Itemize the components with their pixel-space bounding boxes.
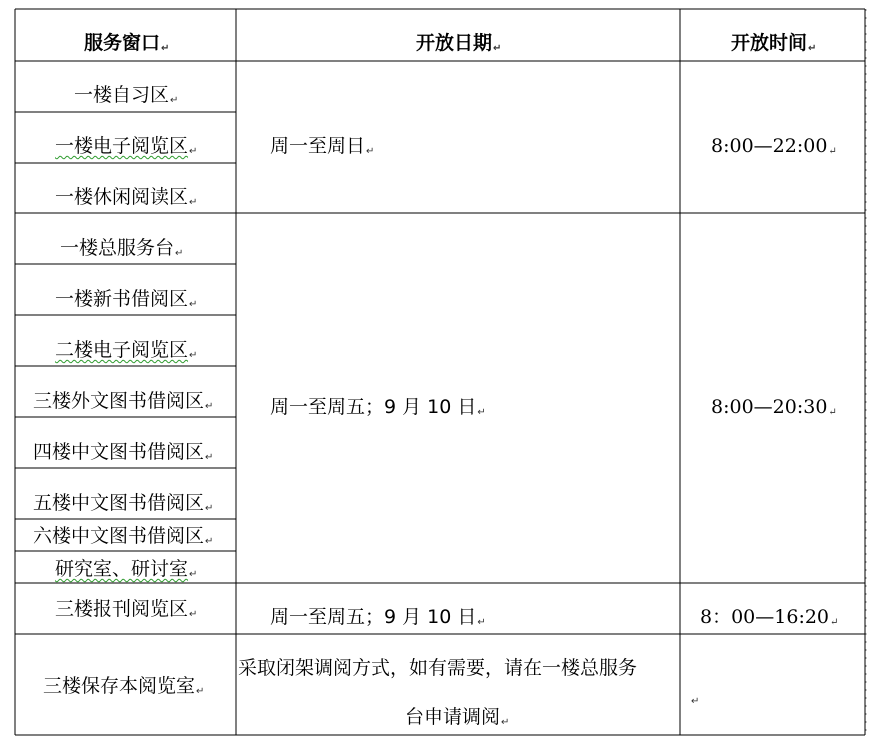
hours-label: 8:00—22:00 — [711, 135, 828, 157]
paragraph-mark: ↵ — [205, 503, 214, 514]
paragraph-mark: ↵ — [205, 536, 214, 547]
paragraph-mark: ↵ — [493, 43, 502, 54]
paragraph-mark: ↵ — [828, 146, 837, 157]
window-cell — [55, 557, 197, 587]
window-label: 三楼报刊阅览区 — [55, 598, 189, 620]
paragraph-mark: ↵ — [175, 248, 184, 259]
paragraph-mark: ↵ — [189, 146, 198, 157]
hours-cell — [711, 134, 837, 164]
window-cell — [55, 597, 197, 627]
window-cell — [60, 236, 183, 266]
dates-label: 周一至周五；9 月 10 日 — [270, 396, 477, 418]
dates-cell — [270, 395, 486, 425]
paragraph-mark: ↵ — [189, 609, 198, 620]
paragraph-mark: ↵ — [161, 43, 170, 54]
dates-cell-line1 — [238, 656, 637, 680]
dates-cell-line2 — [405, 705, 509, 735]
paragraph-mark: ↵ — [691, 696, 700, 707]
paragraph-mark: ↵ — [366, 146, 375, 157]
paragraph-mark: ↵ — [189, 197, 198, 208]
window-label: 研究室、研讨室 — [55, 558, 189, 580]
window-label: 三楼保存本阅览室 — [43, 675, 196, 697]
paragraph-mark: ↵ — [477, 617, 486, 628]
window-cell — [55, 338, 197, 368]
paragraph-mark: ↵ — [196, 686, 205, 697]
window-cell — [33, 389, 213, 419]
window-label: 五楼中文图书借阅区 — [33, 492, 205, 514]
paragraph-mark: ↵ — [830, 617, 839, 628]
hours-cell — [690, 684, 699, 714]
window-label: 六楼中文图书借阅区 — [33, 525, 205, 547]
window-cell — [55, 134, 197, 164]
window-label: 一楼新书借阅区 — [55, 288, 189, 310]
paragraph-mark: ↵ — [477, 407, 486, 418]
window-label: 一楼自习区 — [74, 84, 170, 106]
window-cell — [55, 287, 197, 317]
hours-label: 8:00—20:30 — [711, 396, 828, 418]
window-label: 一楼总服务台 — [60, 237, 175, 259]
window-cell — [33, 440, 213, 470]
window-cell — [33, 524, 213, 554]
header-dates-label: 开放日期 — [416, 32, 493, 54]
paragraph-mark: ↵ — [828, 407, 837, 418]
hours-cell — [700, 605, 838, 635]
window-cell — [43, 674, 204, 704]
dates-cell — [270, 134, 374, 164]
paragraph-mark: ↵ — [205, 452, 214, 463]
paragraph-mark: ↵ — [189, 299, 198, 310]
hours-cell — [711, 395, 837, 425]
hours-label: 8：00—16:20 — [700, 606, 830, 628]
window-label: 二楼电子阅览区 — [55, 339, 189, 361]
window-cell — [33, 491, 213, 521]
window-cell — [74, 83, 178, 113]
window-label: 四楼中文图书借阅区 — [33, 441, 205, 463]
paragraph-mark: ↵ — [189, 569, 198, 580]
paragraph-mark: ↵ — [808, 43, 817, 54]
dates-cell — [270, 605, 486, 635]
paragraph-mark: ↵ — [189, 350, 198, 361]
header-hours-label: 开放时间 — [731, 32, 808, 54]
header-dates — [416, 31, 501, 61]
window-label: 一楼休闲阅读区 — [55, 186, 189, 208]
paragraph-mark: ↵ — [205, 401, 214, 412]
dates-label: 周一至周五；9 月 10 日 — [270, 606, 477, 628]
paragraph-mark: ↵ — [170, 95, 179, 106]
dates-label: 台申请调阅 — [405, 706, 501, 728]
header-hours — [731, 31, 816, 61]
dates-label: 采取闭架调阅方式，如有需要，请在一楼总服务 — [238, 657, 638, 679]
dates-label: 周一至周日 — [270, 135, 366, 157]
window-label: 一楼电子阅览区 — [55, 135, 189, 157]
header-window-label: 服务窗口 — [84, 32, 161, 54]
paragraph-mark: ↵ — [501, 717, 510, 728]
window-label: 三楼外文图书借阅区 — [33, 390, 205, 412]
window-cell — [55, 185, 197, 215]
header-window — [84, 31, 169, 61]
